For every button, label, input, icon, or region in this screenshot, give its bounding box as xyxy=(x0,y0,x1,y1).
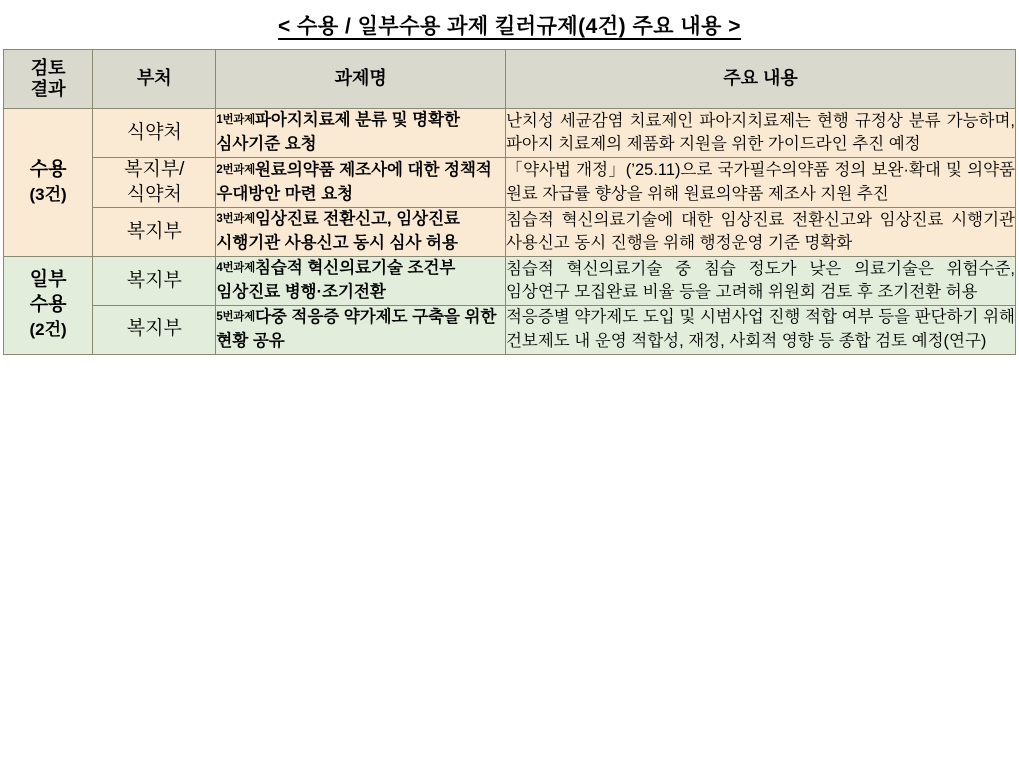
column-header-ministry: 부처 xyxy=(93,50,216,109)
detail-cell: 난치성 세균감염 치료제인 파아지치료제는 현행 규정상 분류 가능하며, 파아지 치료제의 제품화 지원을 위한 가이드라인 추진 예정 xyxy=(505,109,1015,158)
task-title: 파아지치료제 분류 및 명확한 심사기준 요청 xyxy=(216,111,460,153)
ministry-line1: 복지부/ xyxy=(124,158,185,180)
task-title: 침습적 혁신의료기술 조건부 임상진료 병행·조기전환 xyxy=(216,259,456,301)
column-header-result-line1: 검토 xyxy=(30,57,66,78)
table-body xyxy=(4,109,1016,355)
task-title: 다중 적응증 약가제도 구축을 위한 현황 공유 xyxy=(216,307,497,350)
table-row xyxy=(4,109,1016,158)
task-number: 4번과제 xyxy=(216,262,255,275)
ministry-cell: 복지부 xyxy=(93,305,216,354)
table-row xyxy=(4,157,1016,207)
column-header-detail: 주요 내용 xyxy=(505,50,1015,109)
column-header-task: 과제명 xyxy=(216,50,506,109)
result-label-accept: 수용 xyxy=(29,158,67,180)
result-count-accept: (3건) xyxy=(29,184,67,204)
task-number: 1번과제 xyxy=(216,114,255,126)
detail-cell: 적응증별 약가제도 도입 및 시범사업 진행 적합 여부 등을 판단하기 위해 건보제도 내 운영 적합성, 재정, 사회적 영향 등 종합 검토 예정(연구) xyxy=(505,305,1015,354)
detail-cell: 「약사법 개정」(’25.11)으로 국가필수의약품 정의 보완·확대 및 의약품 원료 자급률 향상을 위해 원료의약품 제조사 지원 추진 xyxy=(505,157,1015,207)
ministry-cell: 식약처 xyxy=(93,109,216,158)
result-label-partial-line1: 일부 xyxy=(29,269,67,291)
task-number: 3번과제 xyxy=(216,213,255,226)
result-group-accept xyxy=(4,109,93,257)
table-header-row xyxy=(4,50,1016,109)
table-row xyxy=(4,305,1016,354)
task-cell xyxy=(216,157,506,207)
detail-cell: 침습적 혁신의료기술 중 침습 정도가 낮은 의료기술은 위험수준, 임상연구 모집완료 비율 등을 고려해 위원회 검토 후 조기전환 허용 xyxy=(505,257,1015,306)
column-header-result xyxy=(4,50,93,109)
ministry-line2: 식약처 xyxy=(126,183,182,205)
killer-regulation-table xyxy=(3,49,1016,355)
ministry-cell xyxy=(93,157,216,207)
task-number: 5번과제 xyxy=(216,310,255,323)
ministry-cell: 복지부 xyxy=(93,208,216,257)
task-title: 임상진료 전환신고, 임상진료 시행기관 사용신고 동시 심사 허용 xyxy=(216,210,460,253)
ministry-cell: 복지부 xyxy=(93,257,216,306)
table-row xyxy=(4,208,1016,257)
table-header xyxy=(4,50,1016,109)
task-cell xyxy=(216,257,506,306)
column-header-result-line2: 결과 xyxy=(30,79,66,99)
detail-cell: 침습적 혁신의료기술에 대한 임상진료 전환신고와 임상진료 시행기관 사용신고 동시 진행을 위해 행정운영 기준 명확화 xyxy=(505,208,1015,257)
page-title: < 수용 / 일부수용 과제 킬러규제(4건) 주요 내용 > xyxy=(277,15,742,38)
task-cell xyxy=(216,109,506,158)
result-group-partial xyxy=(4,257,93,355)
result-count-partial: (2건) xyxy=(29,319,67,339)
task-title: 원료의약품 제조사에 대한 정책적 우대방안 마련 요청 xyxy=(216,160,492,203)
task-number: 2번과제 xyxy=(216,163,255,176)
task-cell xyxy=(216,305,506,354)
task-cell xyxy=(216,208,506,257)
table-row xyxy=(4,257,1016,306)
result-label-partial-line2: 수용 xyxy=(29,294,67,316)
